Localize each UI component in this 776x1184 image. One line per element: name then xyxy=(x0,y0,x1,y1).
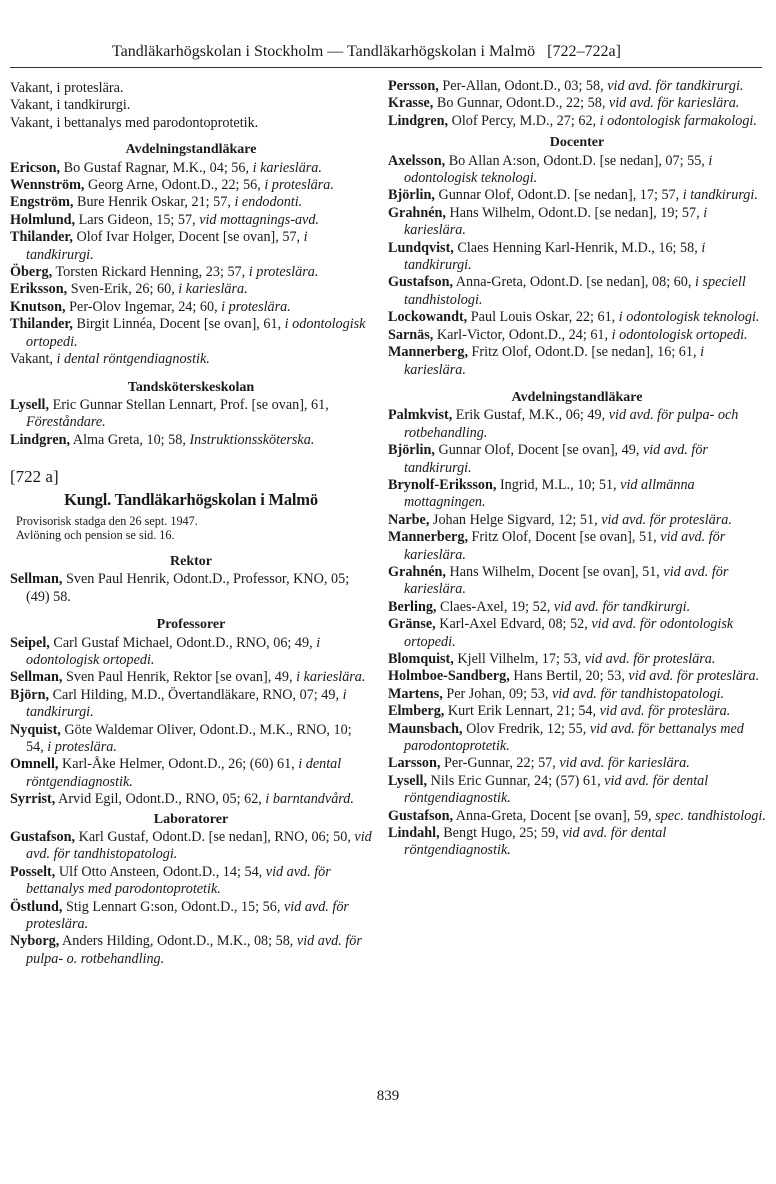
staff-assignment: vid avd. för dental röntgendiagnostik. xyxy=(404,772,709,807)
staff-assignment: i kariеslära. xyxy=(252,159,322,176)
staff-assignment: i dental röntgendiagnostik. xyxy=(56,351,210,368)
staff-name: Persson, xyxy=(388,78,439,94)
staff-assignment: vid avd. för bettanalys med parodontoprotetik. xyxy=(26,863,331,898)
staff-name: Lindahl, xyxy=(388,825,440,842)
staff-details: Karl-Axel Edvard, 08; 52, xyxy=(435,616,592,633)
staff-assignment: Instruktionssköterska. xyxy=(189,431,315,448)
staff-entry xyxy=(10,756,372,791)
staff-entry xyxy=(388,808,766,825)
section-number: [722 a] xyxy=(10,467,59,487)
staff-assignment: vid avd. för kariеslära. xyxy=(404,529,726,563)
staff-name: Mannerberg, xyxy=(388,344,468,361)
staff-entry xyxy=(10,229,372,264)
staff-name: Posselt, xyxy=(10,863,56,880)
staff-name: Lindgren, xyxy=(388,112,449,129)
staff-name: Lysell, xyxy=(10,396,50,413)
staff-name: Nyborg, xyxy=(10,933,60,950)
staff-details: Bo Allan A:son, Odont.D. [se nedan], 07; 55, xyxy=(445,152,709,169)
staff-details: Kjell Vilhelm, 17; 53, xyxy=(453,651,585,667)
left-column xyxy=(10,80,372,968)
staff-name: Wennström, xyxy=(10,177,85,194)
staff-entry xyxy=(388,512,766,529)
staff-assignment: vid avd. för bettanalys med parodontoprotetik. xyxy=(404,720,744,755)
staff-entry xyxy=(388,721,766,756)
staff-details: Per-Olov Ingemar, 24; 60, xyxy=(65,298,222,315)
staff-name: Gustafson, xyxy=(388,807,454,824)
staff-name: Berling, xyxy=(388,598,437,615)
staff-assignment: i tandkirurgi. xyxy=(26,229,308,263)
staff-name: Gustafson, xyxy=(10,829,76,846)
staff-assignment: i tandkirurgi. xyxy=(682,187,758,204)
staff-entry xyxy=(388,113,766,130)
staff-entry xyxy=(388,755,766,772)
staff-details: Hans Wilhelm, Docent [se ovan], 51, xyxy=(445,563,664,580)
institution-title: Kungl. Tandläkarhögskolan i Malmö xyxy=(64,489,318,509)
staff-entry xyxy=(388,825,766,860)
staff-entry xyxy=(10,160,372,177)
staff-entry xyxy=(388,564,766,599)
staff-assignment: i proteslära. xyxy=(248,264,319,281)
staff-assignment: i kariеslära. xyxy=(404,344,705,378)
staff-assignment: i odontologisk teknologi. xyxy=(404,152,713,187)
staff-name: Grahnén, xyxy=(388,204,446,221)
staff-assignment: vid avd. för tandhistopatologi. xyxy=(551,685,725,702)
staff-name: Östlund, xyxy=(10,898,63,915)
header-rule xyxy=(10,67,762,68)
staff-assignment: i speciell tandhistologi. xyxy=(404,274,746,308)
staff-details: Nils Eric Gunnar, 24; (57) 61, xyxy=(427,772,605,789)
staff-assignment: vid avd. för proteslära. xyxy=(599,703,731,720)
staff-entry xyxy=(388,616,766,651)
staff-name: Sarnäs, xyxy=(388,326,434,343)
staff-details: Karl Gustaf, Odont.D. [se nedan], RNO, 06; 50, xyxy=(75,829,355,846)
staff-name: Axelsson, xyxy=(388,152,446,169)
staff-details: Paul Louis Oskar, 22; 61, xyxy=(467,309,619,326)
staff-entry xyxy=(388,187,766,204)
staff-assignment: vid allmänna mottagningen. xyxy=(404,476,695,511)
staff-assignment: i odontologisk farmakologi. xyxy=(599,112,757,129)
staff-assignment: vid avd. för proteslära. xyxy=(584,651,716,667)
staff-entry xyxy=(388,686,766,703)
staff-entry xyxy=(388,309,766,326)
staff-name: Gränse, xyxy=(388,616,436,633)
staff-details: Claes Henning Karl-Henrik, M.D., 16; 58, xyxy=(453,239,702,256)
staff-assignment: vid avd. för pulpa- och rotbehandling. xyxy=(404,407,739,441)
staff-entry xyxy=(10,432,372,449)
staff-name: Elmberg, xyxy=(388,703,445,720)
staff-name: Martens, xyxy=(388,685,443,702)
staff-name: Sellman, xyxy=(10,669,63,686)
staff-assignment: vid avd. för tandkirurgi. xyxy=(404,442,708,476)
page-number: 839 xyxy=(376,1088,400,1104)
staff-name: Syrrist, xyxy=(10,791,56,808)
staff-name: Blomquist, xyxy=(388,651,454,667)
staff-entry xyxy=(10,571,372,606)
staff-entry xyxy=(388,78,766,95)
staff-details: Gunnar Olof, Odont.D. [se nedan], 17; 57, xyxy=(434,187,683,204)
staff-assignment: vid avd. för dental röntgendiagnostik. xyxy=(404,825,667,859)
note-line: Provisorisk stadga den 26 sept. 1947. xyxy=(16,513,198,528)
staff-assignment: vid avd. för pulpa- o. rotbehandling. xyxy=(26,933,362,967)
staff-assignment: vid avd. för proteslära. xyxy=(628,668,760,685)
staff-details: Bengt Hugo, 25; 59, xyxy=(439,825,563,842)
staff-details: Karl-Victor, Odont.D., 24; 61, xyxy=(433,326,612,343)
staff-details: Anna-Greta, Docent [se ovan], 59, xyxy=(453,807,656,824)
staff-name: Sellman, xyxy=(10,571,63,588)
staff-entry xyxy=(10,899,372,934)
staff-assignment: i odontologisk ortopedi. xyxy=(26,634,321,668)
vacancy-line: Vakant, i bettanalys med parodontoprotetik. xyxy=(10,114,259,131)
section-heading: Avdelningstandläkare xyxy=(511,389,643,405)
staff-details: Carl Gustaf Michael, Odont.D., RNO, 06; 49, xyxy=(49,634,317,651)
staff-assignment: vid avd. för proteslära. xyxy=(601,511,732,528)
staff-details: Claes-Axel, 19; 52, xyxy=(436,598,554,615)
staff-name: Holmlund, xyxy=(10,211,76,228)
staff-details: Anders Hilding, Odont.D., M.K., 08; 58, xyxy=(59,933,297,950)
staff-entry xyxy=(388,599,766,616)
staff-entry xyxy=(10,194,372,211)
staff-name: Palmkvist, xyxy=(388,407,453,424)
staff-entry xyxy=(388,442,766,477)
staff-details: Bo Gustaf Ragnar, M.K., 04; 56, xyxy=(60,159,253,176)
staff-assignment: i endodonti. xyxy=(234,194,303,211)
staff-details: Hans Wilhelm, Odont.D. [se nedan], 19; 57, xyxy=(445,204,704,221)
staff-name: Lundqvist, xyxy=(388,239,454,256)
staff-entry xyxy=(10,264,372,281)
staff-details: Kurt Erik Lennart, 21; 54, xyxy=(444,703,600,720)
staff-entry xyxy=(388,668,766,685)
staff-details: Eric Gunnar Stellan Lennart, Prof. [se ovan], 61, xyxy=(49,396,329,413)
staff-details: Ulf Otto Ansteen, Odont.D., 14; 54, xyxy=(55,863,266,880)
staff-entry xyxy=(10,669,372,686)
staff-assignment: Föreståndare. xyxy=(26,414,106,431)
staff-assignment: i odontologisk teknologi. xyxy=(618,309,760,326)
staff-details: Olof Ivar Holger, Docent [se ovan], 57, xyxy=(72,229,304,246)
staff-entry xyxy=(388,327,766,344)
staff-name: Eriksson, xyxy=(10,281,68,298)
note-line: Avlöning och pension se sid. 16. xyxy=(16,528,175,543)
staff-assignment: i kariеslära. xyxy=(296,669,366,686)
staff-entry xyxy=(10,316,372,351)
section-heading: Rektor xyxy=(170,553,212,569)
staff-details: Georg Arne, Odont.D., 22; 56, xyxy=(84,177,265,194)
staff-assignment: vid avd. för odontologisk ortopedi. xyxy=(404,616,734,650)
staff-assignment: i tandkirurgi. xyxy=(26,686,347,721)
staff-entry xyxy=(10,864,372,899)
staff-details: Fritz Olof, Odont.D. [se nedan], 16; 61, xyxy=(468,344,701,361)
staff-name: Björlin, xyxy=(388,187,435,204)
vacancy-line: Vakant, i proteslära. xyxy=(10,80,124,96)
staff-name: Björn, xyxy=(10,686,50,703)
staff-entry xyxy=(388,529,766,564)
staff-name: Thilander, xyxy=(10,316,73,333)
staff-assignment: vid avd. för proteslära. xyxy=(26,898,349,933)
staff-details: Stig Lennart G:son, Odont.D., 15; 56, xyxy=(62,898,284,915)
staff-name: Lockowandt, xyxy=(388,309,468,326)
staff-details: Vakant, xyxy=(10,351,57,368)
staff-details: Olof Percy, M.D., 27; 62, xyxy=(448,112,600,129)
staff-assignment: vid avd. för tandkirurgi. xyxy=(607,78,744,94)
staff-name: Björlin, xyxy=(388,442,435,459)
staff-name: Öberg, xyxy=(10,264,53,281)
staff-entry xyxy=(10,687,372,722)
staff-name: Omnell, xyxy=(10,756,59,773)
staff-name: Narbe, xyxy=(388,511,430,528)
staff-details: Fritz Olof, Docent [se ovan], 51, xyxy=(468,529,661,546)
staff-entry xyxy=(10,299,372,316)
staff-details: Sven-Erik, 26; 60, xyxy=(67,281,179,298)
staff-details: Olov Fredrik, 12; 55, xyxy=(462,720,590,737)
staff-entry xyxy=(10,722,372,757)
staff-entry xyxy=(388,95,766,112)
staff-entry xyxy=(10,829,372,864)
staff-details: Per-Allan, Odont.D., 03; 58, xyxy=(438,78,608,94)
staff-details: Sven Paul Henrik, Odont.D., Professor, KNO, 05; (49) 58. xyxy=(26,571,350,605)
staff-details: Alma Greta, 10; 58, xyxy=(70,431,190,448)
staff-details: Per Johan, 09; 53, xyxy=(442,685,552,702)
section-heading: Professorer xyxy=(156,617,226,633)
staff-details: Birgit Linnéa, Docent [se ovan], 61, xyxy=(72,316,285,333)
header-ref: [722–722a] xyxy=(547,43,621,60)
staff-name: Thilander, xyxy=(10,229,73,246)
staff-entry xyxy=(10,281,372,298)
staff-name: Knutson, xyxy=(10,298,66,315)
staff-assignment: i odontologisk ortopedi. xyxy=(26,316,366,350)
staff-name: Seipel, xyxy=(10,634,50,651)
staff-name: Ericson, xyxy=(10,159,61,176)
staff-entry xyxy=(10,212,372,229)
staff-assignment: vid avd. för kariеslära. xyxy=(559,755,690,772)
staff-assignment: i kariеslära. xyxy=(404,204,708,239)
staff-assignment: i odontologisk ortopedi. xyxy=(611,326,748,343)
staff-entry xyxy=(388,651,766,668)
staff-assignment: i dental röntgendiagnostik. xyxy=(26,756,342,790)
staff-details: Lars Gideon, 15; 57, xyxy=(75,211,200,228)
staff-entry xyxy=(388,274,766,309)
staff-name: Engström, xyxy=(10,194,74,211)
staff-details: Carl Hilding, M.D., Övertandläkare, RNO, 07; 49, xyxy=(49,686,343,703)
staff-assignment: i tandkirurgi. xyxy=(404,239,706,274)
staff-details: Göte Waldemar Oliver, Odont.D., M.K., RNO, 10; 54, xyxy=(26,721,352,755)
staff-assignment: vid avd. för kariеslära. xyxy=(608,95,740,112)
staff-details: Torsten Rickard Henning, 23; 57, xyxy=(52,264,249,281)
staff-assignment: vid mottagnings-avd. xyxy=(199,211,319,228)
staff-assignment: i proteslära. xyxy=(47,739,117,755)
header-title: Tandläkarhögskolan i Stockholm — Tandläkarhögskolan i Malmö xyxy=(112,43,536,60)
staff-entry xyxy=(10,933,372,968)
staff-details: Arvid Egil, Odont.D., RNO, 05; 62, xyxy=(55,791,266,808)
staff-assignment: i proteslära. xyxy=(221,298,291,315)
staff-name: Maunsbach, xyxy=(388,720,463,737)
section-heading: Laboratorer xyxy=(153,811,229,827)
staff-name: Larsson, xyxy=(388,755,441,772)
staff-assignment: vid avd. för tandhistopatologi. xyxy=(26,829,372,863)
section-heading: Avdelningstandläkare xyxy=(125,142,257,158)
right-column xyxy=(388,78,766,860)
staff-entry xyxy=(388,703,766,720)
section-heading: Tandsköterskeskolan xyxy=(127,379,255,395)
staff-name: Nyquist, xyxy=(10,721,61,738)
staff-assignment: vid avd. för kariеslära. xyxy=(404,563,729,598)
staff-entry xyxy=(388,477,766,512)
staff-details: Johan Helge Sigvard, 12; 51, xyxy=(429,511,602,528)
running-header xyxy=(112,43,732,61)
staff-entry xyxy=(388,153,766,188)
staff-details: Anna-Greta, Odont.D. [se nedan], 08; 60, xyxy=(453,274,695,291)
staff-entry xyxy=(388,344,766,379)
staff-assignment: spec. tandhistologi. xyxy=(655,807,766,824)
staff-assignment: vid avd. för tandkirurgi. xyxy=(553,598,691,615)
staff-name: Grahnén, xyxy=(388,563,446,580)
staff-name: Krasse, xyxy=(388,95,434,112)
staff-name: Mannerberg, xyxy=(388,529,468,546)
staff-entry xyxy=(388,407,766,442)
staff-name: Lindgren, xyxy=(10,431,71,448)
staff-details: Hans Bertil, 20; 53, xyxy=(509,668,629,685)
staff-details: Ingrid, M.L., 10; 51, xyxy=(496,476,621,493)
staff-details: Karl-Åke Helmer, Odont.D., 26; (60) 61, xyxy=(58,756,299,773)
staff-details: Sven Paul Henrik, Rektor [se ovan], 49, xyxy=(62,669,297,686)
staff-details: Gunnar Olof, Docent [se ovan], 49, xyxy=(434,442,643,459)
staff-assignment: i proteslära. xyxy=(264,177,334,194)
staff-name: Holmboe-Sandberg, xyxy=(388,668,510,685)
staff-details: Per-Gunnar, 22; 57, xyxy=(440,755,560,772)
staff-name: Gustafson, xyxy=(388,274,454,291)
staff-entry xyxy=(388,205,766,240)
vacancy-line: Vakant, i tandkirurgi. xyxy=(10,97,131,114)
staff-assignment: i barntandvård. xyxy=(265,791,354,808)
staff-assignment: i kariеslära. xyxy=(178,281,248,298)
staff-entry xyxy=(388,240,766,275)
staff-details: Bo Gunnar, Odont.D., 22; 58, xyxy=(433,95,609,112)
staff-name: Brynolf-Eriksson, xyxy=(388,476,497,493)
staff-entry xyxy=(10,397,372,432)
staff-name: Lysell, xyxy=(388,772,428,789)
section-heading: Docenter xyxy=(549,135,605,151)
staff-entry xyxy=(10,351,372,368)
staff-entry xyxy=(10,791,372,808)
staff-details: Bure Henrik Oskar, 21; 57, xyxy=(73,194,235,211)
staff-entry xyxy=(388,773,766,808)
staff-entry xyxy=(10,635,372,670)
staff-details: Erik Gustaf, M.K., 06; 49, xyxy=(452,407,609,424)
staff-entry xyxy=(10,177,372,194)
